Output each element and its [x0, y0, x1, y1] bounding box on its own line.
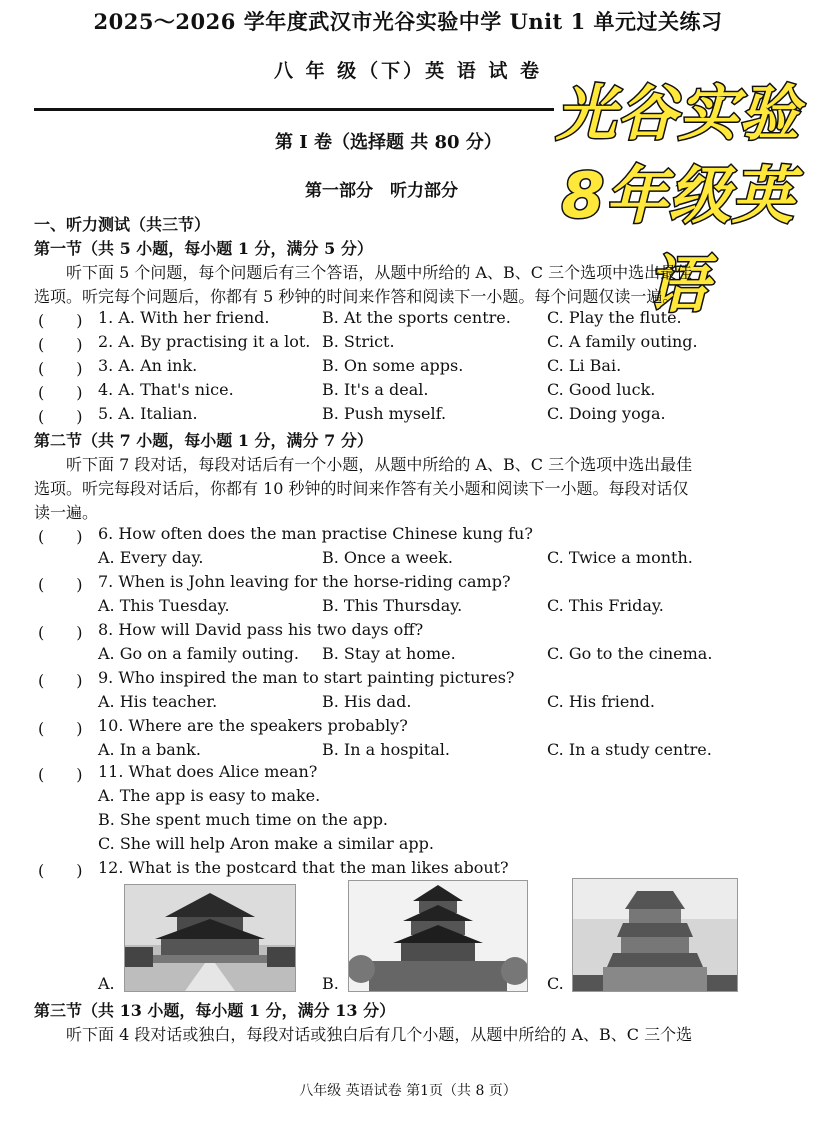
q4-option-b: B. It's a deal.	[322, 380, 429, 399]
q6-option-c: C. Twice a month.	[547, 548, 693, 567]
q4-option-a: 4. A. That's nice.	[98, 380, 234, 399]
q6-option-a: A. Every day.	[98, 548, 204, 567]
watermark-line2: 8年级英语	[561, 159, 795, 321]
q8-question-text: 8. How will David pass his two days off?	[98, 620, 424, 639]
section1-instruction-line1: 听下面 5 个问题，每个问题后有三个答语，从题中所给的 A、B、C 三个选项中选出最佳	[66, 263, 693, 282]
q8-option-a: A. Go on a family outing.	[98, 644, 299, 663]
yellow-crane-tower-picture	[348, 880, 528, 992]
q12-option-c-label: C.	[547, 974, 564, 993]
q1-option-c: C. Play the flute.	[547, 308, 682, 327]
q10-question-text: 10. Where are the speakers probably?	[98, 716, 408, 735]
q6-question-text: 6. How often does the man practise Chinese kung fu?	[98, 524, 533, 543]
modern-building-picture	[572, 878, 738, 992]
q3-answer-blank[interactable]: ( )	[38, 359, 83, 378]
q11-option-c: C. She will help Aron make a similar app.	[98, 834, 434, 853]
watermark-line1: 光谷实验	[556, 79, 800, 149]
q10-option-b: B. In a hospital.	[322, 740, 450, 759]
part-heading: 第一部分 听力部分	[305, 181, 458, 201]
q3-option-b: B. On some apps.	[322, 356, 464, 375]
volume-heading: 第 I 卷（选择题 共 80 分）	[275, 132, 502, 153]
question-12: 12. What is the postcard that the man likes about?	[98, 858, 509, 877]
section2-instruction-line2: 选项。听完每段对话后，你都有 10 秒钟的时间来作答有关小题和阅读下一小题。每段对话仅	[34, 479, 689, 498]
q10-option-a: A. In a bank.	[98, 740, 201, 759]
q6-option-b: B. Once a week.	[322, 548, 453, 567]
q12-option-b-label: B.	[322, 974, 339, 993]
q10-option-c: C. In a study centre.	[547, 740, 712, 759]
q5-option-a: 5. A. Italian.	[98, 404, 198, 423]
section3-instruction-line1: 听下面 4 段对话或独白，每段对话或独白后有几个小题，从题中所给的 A、B、C 三个选	[66, 1025, 693, 1044]
q7-option-b: B. This Thursday.	[322, 596, 463, 615]
section2-instruction-line3: 读一遍。	[34, 503, 99, 522]
q9-option-a: A. His teacher.	[98, 692, 218, 711]
section1-heading: 第一节（共 5 小题，每小题 1 分，满分 5 分）	[34, 239, 373, 258]
q12-option-a-label: A.	[98, 974, 115, 993]
q8-answer-blank[interactable]: ( )	[38, 623, 83, 642]
q6-answer-blank[interactable]: ( )	[38, 527, 83, 546]
q7-question-text: 7. When is John leaving for the horse-riding camp?	[98, 572, 511, 591]
forbidden-city-picture	[124, 884, 296, 992]
q1-answer-blank[interactable]: ( )	[38, 311, 83, 330]
q1-option-a: 1. A. With her friend.	[98, 308, 270, 327]
section3-heading: 第三节（共 13 小题，每小题 1 分，满分 13 分）	[34, 1001, 396, 1020]
q10-answer-blank[interactable]: ( )	[38, 719, 83, 738]
q2-option-b: B. Strict.	[322, 332, 395, 351]
q8-option-c: C. Go to the cinema.	[547, 644, 713, 663]
q1-option-b: B. At the sports centre.	[322, 308, 511, 327]
q9-option-b: B. His dad.	[322, 692, 412, 711]
q9-option-c: C. His friend.	[547, 692, 655, 711]
q8-option-b: B. Stay at home.	[322, 644, 456, 663]
q11-option-b: B. She spent much time on the app.	[98, 810, 389, 829]
q11-option-a: A. The app is easy to make.	[98, 786, 321, 805]
q7-option-c: C. This Friday.	[547, 596, 664, 615]
q2-answer-blank[interactable]: ( )	[38, 335, 83, 354]
q9-question-text: 9. Who inspired the man to start painting pictures?	[98, 668, 515, 687]
answer-blank[interactable]: ( )	[38, 861, 83, 880]
section2-heading: 第二节（共 7 小题，每小题 1 分，满分 7 分）	[34, 431, 373, 450]
question-11: 11. What does Alice mean?	[98, 762, 318, 781]
exam-subtitle: 八 年 级（下）英 语 试 卷	[273, 60, 543, 82]
q2-option-a: 2. A. By practising it a lot.	[98, 332, 311, 351]
q5-option-b: B. Push myself.	[322, 404, 447, 423]
q9-answer-blank[interactable]: ( )	[38, 671, 83, 690]
q3-option-a: 3. A. An ink.	[98, 356, 198, 375]
q4-option-c: C. Good luck.	[547, 380, 656, 399]
section1-instruction-line2: 选项。听完每个问题后，你都有 5 秒钟的时间来作答和阅读下一小题。每个问题仅读一遍。	[34, 287, 679, 306]
section2-instruction-line1: 听下面 7 段对话，每段对话后有一个小题，从题中所给的 A、B、C 三个选项中选出最佳	[66, 455, 693, 474]
q7-answer-blank[interactable]: ( )	[38, 575, 83, 594]
q5-option-c: C. Doing yoga.	[547, 404, 666, 423]
q3-option-c: C. Li Bai.	[547, 356, 622, 375]
title-divider	[34, 108, 554, 111]
q5-answer-blank[interactable]: ( )	[38, 407, 83, 426]
answer-blank[interactable]: ( )	[38, 765, 83, 784]
exam-title: 2025～2026 学年度武汉市光谷实验中学 Unit 1 单元过关练习	[93, 9, 723, 34]
q4-answer-blank[interactable]: ( )	[38, 383, 83, 402]
q2-option-c: C. A family outing.	[547, 332, 698, 351]
page-footer: 八年级 英语试卷 第1页（共 8 页）	[299, 1083, 517, 1099]
listening-heading: 一、听力测试（共三节）	[34, 215, 211, 234]
q7-option-a: A. This Tuesday.	[98, 596, 230, 615]
